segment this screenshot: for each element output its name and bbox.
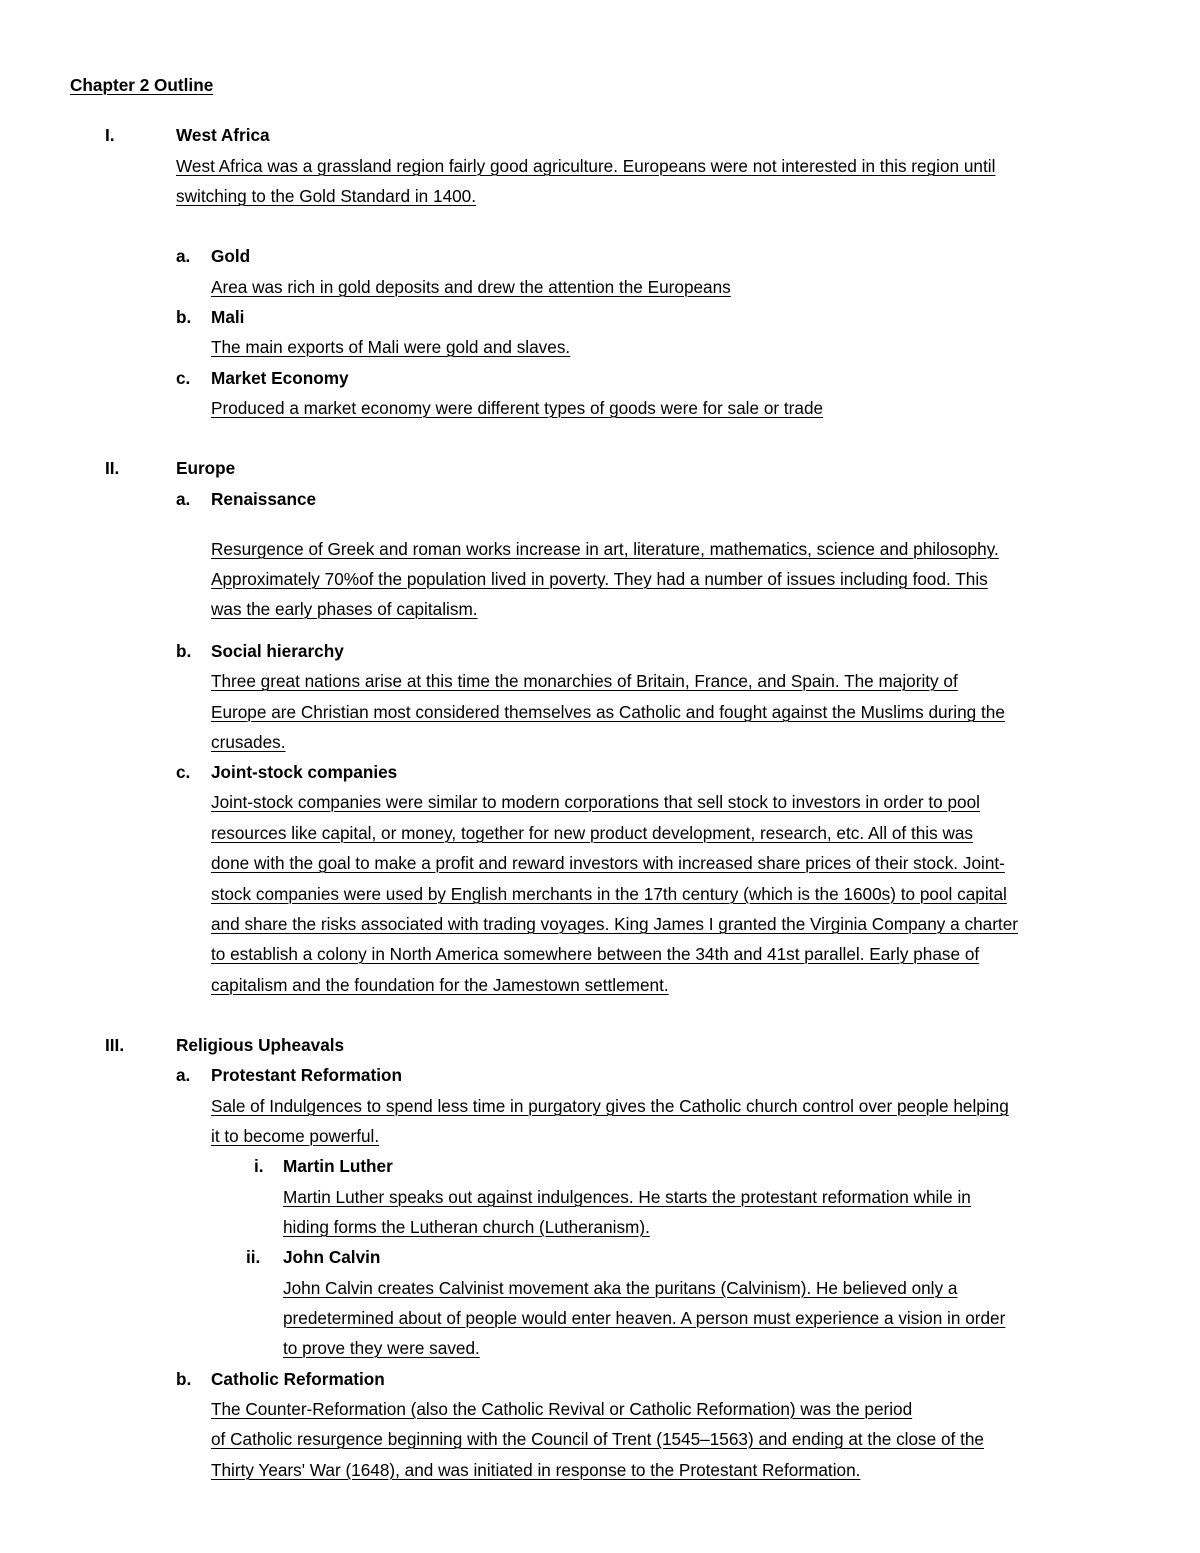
item-marker: a. [176, 246, 191, 266]
body-line: John Calvin creates Calvinist movement aka the puritans (Calvinism). He believed only a [283, 1278, 958, 1298]
body-line: and share the risks associated with trading voyages. King James I granted the Virginia Company a charter [211, 914, 1018, 934]
body-line: to prove they were saved. [283, 1338, 480, 1358]
item-marker: a. [176, 489, 191, 509]
body-line: The main exports of Mali were gold and slaves. [211, 337, 571, 357]
body-line: Produced a market economy were different types of goods were for sale or trade [211, 398, 824, 418]
body-line: crusades. [211, 732, 286, 752]
body-line: Thirty Years' War (1648), and was initiated in response to the Protestant Reformation. [211, 1460, 861, 1480]
body-line: Europe are Christian most considered themselves as Catholic and fought against the Muslims during the [211, 702, 1005, 722]
body-line: it to become powerful. [211, 1126, 380, 1146]
item-heading: Joint-stock companies [211, 762, 398, 782]
item-heading: Mali [211, 307, 245, 327]
body-line: Martin Luther speaks out against indulgences. He starts the protestant reformation while in [283, 1187, 971, 1207]
body-line: Area was rich in gold deposits and drew the attention the Europeans [211, 277, 731, 297]
body-line: Approximately 70%of the population lived in poverty. They had a number of issues including food. This [211, 569, 988, 589]
body-line: Joint-stock companies were similar to modern corporations that sell stock to investors in order to pool [211, 792, 980, 812]
section-heading: Religious Upheavals [176, 1035, 345, 1055]
item-heading: Protestant Reformation [211, 1065, 402, 1085]
subitem-marker: ii. [246, 1247, 261, 1267]
section-numeral: III. [105, 1035, 125, 1055]
section-numeral: II. [105, 458, 120, 478]
body-line: Sale of Indulgences to spend less time in purgatory gives the Catholic church control over people helping [211, 1096, 1009, 1116]
section-heading: West Africa [176, 125, 270, 145]
item-marker: b. [176, 307, 192, 327]
item-heading: Renaissance [211, 489, 317, 509]
subitem-heading: Martin Luther [283, 1156, 393, 1176]
body-line: to establish a colony in North America somewhere between the 34th and 41st parallel. Early phase of [211, 944, 980, 964]
subitem-marker: i. [254, 1156, 264, 1176]
body-line: done with the goal to make a profit and reward investors with increased share prices of their stock. Joint- [211, 853, 1005, 873]
body-line: capitalism and the foundation for the Jamestown settlement. [211, 975, 669, 995]
item-heading: Social hierarchy [211, 641, 344, 661]
subitem-heading: John Calvin [283, 1247, 381, 1267]
body-line: of Catholic resurgence beginning with the Council of Trent (1545–1563) and ending at the close of the [211, 1429, 984, 1449]
body-line: stock companies were used by English merchants in the 17th century (which is the 1600s) to pool capital [211, 884, 1007, 904]
body-line: Resurgence of Greek and roman works increase in art, literature, mathematics, science and philosophy. [211, 539, 999, 559]
item-heading: Market Economy [211, 368, 349, 388]
item-heading: Gold [211, 246, 251, 266]
body-line: resources like capital, or money, together for new product development, research, etc. All of this was [211, 823, 974, 843]
body-line: switching to the Gold Standard in 1400. [176, 186, 477, 206]
section-heading: Europe [176, 458, 236, 478]
body-line: West Africa was a grassland region fairly good agriculture. Europeans were not interested in this region until [176, 156, 996, 176]
body-line: predetermined about of people would enter heaven. A person must experience a vision in order [283, 1308, 1006, 1328]
section-numeral: I. [105, 125, 115, 145]
body-line: The Counter-Reformation (also the Catholic Revival or Catholic Reformation) was the period [211, 1399, 913, 1419]
item-marker: c. [176, 762, 191, 782]
page-title: Chapter 2 Outline [70, 75, 214, 95]
item-heading: Catholic Reformation [211, 1369, 385, 1389]
item-marker: a. [176, 1065, 191, 1085]
body-line: Three great nations arise at this time the monarchies of Britain, France, and Spain. The majority of [211, 671, 958, 691]
item-marker: b. [176, 641, 192, 661]
body-line: hiding forms the Lutheran church (Lutheranism). [283, 1217, 650, 1237]
body-line: was the early phases of capitalism. [211, 599, 478, 619]
item-marker: c. [176, 368, 191, 388]
item-marker: b. [176, 1369, 192, 1389]
